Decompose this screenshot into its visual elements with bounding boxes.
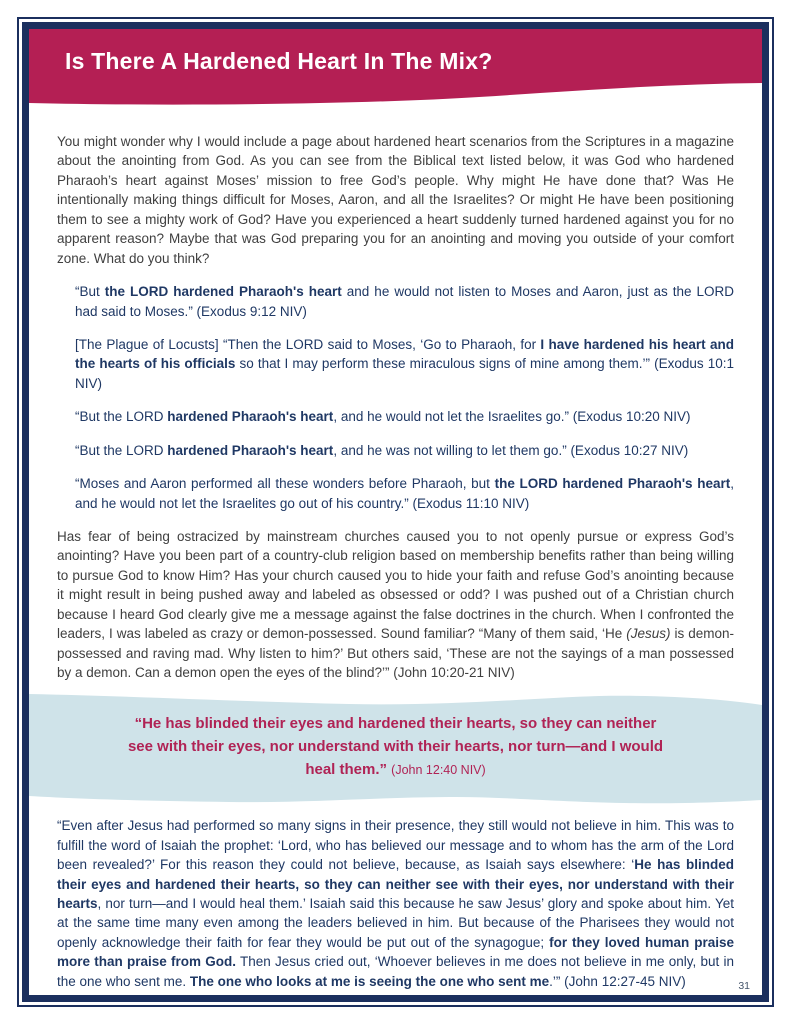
bold-text-run: hardened Pharaoh's heart xyxy=(167,409,334,425)
text-run: , and he was not willing to let them go.” (Exodus 10:27 NIV) xyxy=(333,442,689,458)
header-banner xyxy=(29,29,762,81)
intro-paragraph: You might wonder why I would include a page about hardened heart scenarios from the Scriptures in a magazine about the anointing from God. As you can see from the Biblical text listed below, it was God who hardened Pharaoh’s heart against Moses’ mission to free God’s people. Why might He have done that? Was He intentionally making things difficult for Moses, Aaron, and all the Israelites? Or might He have been positioning them to see a mighty work of God? Have you experienced a heart suddenly turned hardened against you for no apparent reason? Maybe that was God preparing you for an anointing and moving you outside of your comfort zone. What do you think? xyxy=(57,134,734,266)
scripture-quote-exodus-11-10 xyxy=(75,474,734,513)
callout-quote-text: “He has blinded their eyes and hardened their hearts, so they can neither see with their eyes, nor understand with their hearts, nor turn—and I would heal them.” xyxy=(127,714,664,778)
scripture-quote-exodus-9-12 xyxy=(75,282,734,321)
text-run: , and he would not let the Israelites go.” (Exodus 10:20 NIV) xyxy=(333,409,691,425)
middle-paragraph xyxy=(57,527,734,683)
text-run: , and he would not let the Israelites go out of his country.” (Exodus 11:10 NIV) xyxy=(75,476,734,511)
bold-text-run: for they loved human praise more than praise from God. xyxy=(57,934,734,970)
text-run: “Moses and Aaron performed all these wonders before Pharaoh, but xyxy=(75,476,495,492)
callout-bottom-wave-decoration xyxy=(29,788,762,806)
text-run: [The Plague of Locusts] “Then the LORD said to Moses, ‘Go to Pharaoh, for xyxy=(75,336,541,352)
text-run: and he would not listen to Moses and Aaron, just as the LORD had said to Moses.” (Exodus 9:12 NIV) xyxy=(75,284,734,319)
scripture-quote-exodus-10-1 xyxy=(75,335,734,393)
scripture-quote-exodus-10-27 xyxy=(75,441,734,460)
page-title: Is There A Hardened Heart In The Mix? xyxy=(65,48,493,74)
text-run: so that I may perform these miraculous signs of mine among them.’” (Exodus 10:1 NIV) xyxy=(75,356,734,391)
text-run: is demon-possessed and raving mad. Why listen to him?’ But others said, ‘These are not the sayings of a man possessed by a demon. Can a demon open the eyes of the blind?’” (John 10:20-21 NIV) xyxy=(57,626,734,681)
bold-text-run: hardened Pharaoh's heart xyxy=(167,442,334,458)
bold-text-run: He has blinded their eyes and hardened their hearts, so they can neither see with their eyes, nor understand with their hearts xyxy=(57,857,734,911)
bold-text-run: the LORD hardened Pharaoh's heart xyxy=(494,476,731,492)
scripture-quotes-list xyxy=(75,282,734,513)
callout-reference: (John 12:40 NIV) xyxy=(391,763,486,777)
text-run: Has fear of being ostracized by mainstream churches caused you to not openly pursue or express God’s anointing? Have you been part of a country-club religion based on membership benefits rather than being willing to pursue God to know Him? Has your church caused you to hide your faith and refuse God’s anointing because it might result in being pushed away and labeled as obsessed or odd? I was pushed out of a Christian church because I heard God clearly give me a message against the false doctrines in the church. When I confronted the leaders, I was labeled as crazy or demon-possessed. Sound familiar? “Many of them said, ‘He xyxy=(57,529,734,642)
highlight-callout xyxy=(29,691,762,807)
page-number: 31 xyxy=(738,980,750,992)
text-run: “But the LORD xyxy=(75,442,168,458)
callout-body xyxy=(29,707,762,789)
closing-paragraph xyxy=(57,816,734,991)
scripture-quote-exodus-10-20 xyxy=(75,407,734,426)
text-run: Then Jesus cried out, ‘Whoever believes in me does not believe in me only, but in the one who sent me. xyxy=(57,954,735,989)
text-run: “Even after Jesus had performed so many signs in their presence, they still would not believe in him. This was to fulfill the word of Isaiah the prophet: ‘Lord, who has believed our message and to whom has the arm of the Lord been revealed?’ For this reason they could not believe, because, as Isaiah says elsewhere: ‘ xyxy=(57,818,734,873)
bold-text-run: the LORD hardened Pharaoh's heart xyxy=(104,284,342,300)
banner-wave-decoration xyxy=(29,80,762,110)
text-run: “But xyxy=(75,284,105,300)
inner-border-frame xyxy=(22,22,769,1002)
text-run: , nor turn—and I would heal them.’ Isaiah said this because he saw Jesus’ glory and spoke about him. Yet at the same time many even among the leaders believed in him. But because of the Pharisees they would not openly acknowledge their faith for fear they would be put out of the synagogue; xyxy=(57,896,734,950)
text-run: .’” (John 12:27-45 NIV) xyxy=(549,973,686,989)
callout-text xyxy=(126,712,666,782)
bold-text-run: The one who looks at me is seeing the one who sent me xyxy=(189,973,550,989)
text-run: “But the LORD xyxy=(75,409,168,425)
italic-text-run: (Jesus) xyxy=(626,626,671,642)
callout-top-wave-decoration xyxy=(29,691,762,707)
bold-text-run: I have hardened his heart and the hearts of his officials xyxy=(75,336,734,372)
